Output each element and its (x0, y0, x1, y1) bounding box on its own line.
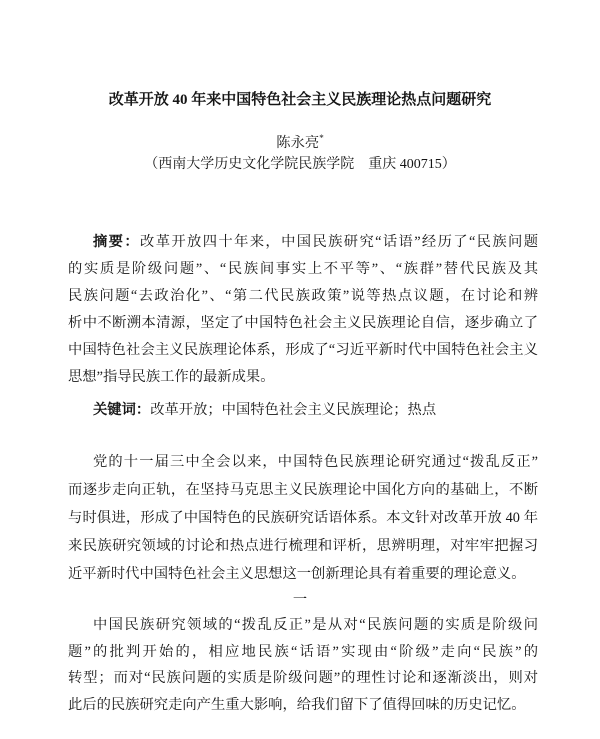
section-1-line: 题”的批判开始的，相应地民族“话语”实现由“阶级”走向“民族”的 (68, 643, 538, 660)
paper-title: 改革开放 40 年来中国特色社会主义民族理论热点问题研究 (108, 92, 492, 108)
intro-line: 与时俱进，形成了中国特色的民族研究话语体系。本文针对改革开放 40 年 (68, 510, 538, 526)
intro-line: 党的十一届三中全会以来，中国特色民族理论研究通过“拨乱反正” (93, 454, 538, 470)
keywords-label: 关键词： (93, 402, 151, 418)
abstract (68, 229, 538, 391)
abstract-line: 思想”指导民族工作的最新成果。 (68, 369, 275, 385)
section-1-line: 中国民族研究领域的“拨乱反正”是从对“民族问题的实质是阶级问 (93, 617, 538, 633)
intro-line: 来民族研究领域的讨论和热点进行梳理和评析，思辨明理，对牢牢把握习 (68, 538, 538, 554)
abstract-label: 摘要： (93, 234, 141, 250)
author-line (0, 131, 600, 155)
abstract-line-text: 改革开放四十年来，中国民族研究“话语”经历了“民族问题 (140, 234, 538, 250)
section-1-paragraph (68, 612, 538, 719)
author-footnote-mark: * (319, 133, 324, 144)
abstract-line: 析中不断溯本清源，坚定了中国特色社会主义民族理论自信，逐步确立了 (68, 315, 538, 331)
abstract-line: 中国特色社会主义民族理论体系，形成了“习近平新时代中国特色社会主义 (68, 342, 538, 358)
intro-line: 近平新时代中国特色社会主义思想这一创新理论具有着重要的理论意义。 (68, 566, 526, 582)
author-affiliation: （西南大学历史文化学院民族学院 重庆 400715） (144, 157, 456, 172)
abstract-line (68, 229, 538, 256)
keywords (68, 397, 538, 424)
section-heading: 一 (292, 592, 308, 608)
section-1-line: 此后的民族研究走向产生重大影响，给我们留下了值得回味的历史记忆。 (68, 697, 526, 714)
intro-paragraph (68, 448, 538, 588)
author-name: 陈永亮 (276, 135, 320, 151)
keywords-text: 改革开放；中国特色社会主义民族理论；热点 (150, 402, 437, 418)
section-1-line: 转型；而对“民族问题的实质是阶级问题”的理性讨论和逐渐淡出，则对 (68, 670, 538, 687)
abstract-line: 民族问题“去政治化”、“第二代民族政策”说等热点议题，在讨论和辨 (68, 288, 538, 304)
keywords-line (68, 397, 538, 424)
abstract-line: 的实质是阶级问题”、“民族间事实上不平等”、“族群”替代民族及其 (68, 261, 538, 277)
intro-line: 而逐步走向正轨，在坚持马克思主义民族理论中国化方向的基础上，不断 (68, 482, 538, 498)
